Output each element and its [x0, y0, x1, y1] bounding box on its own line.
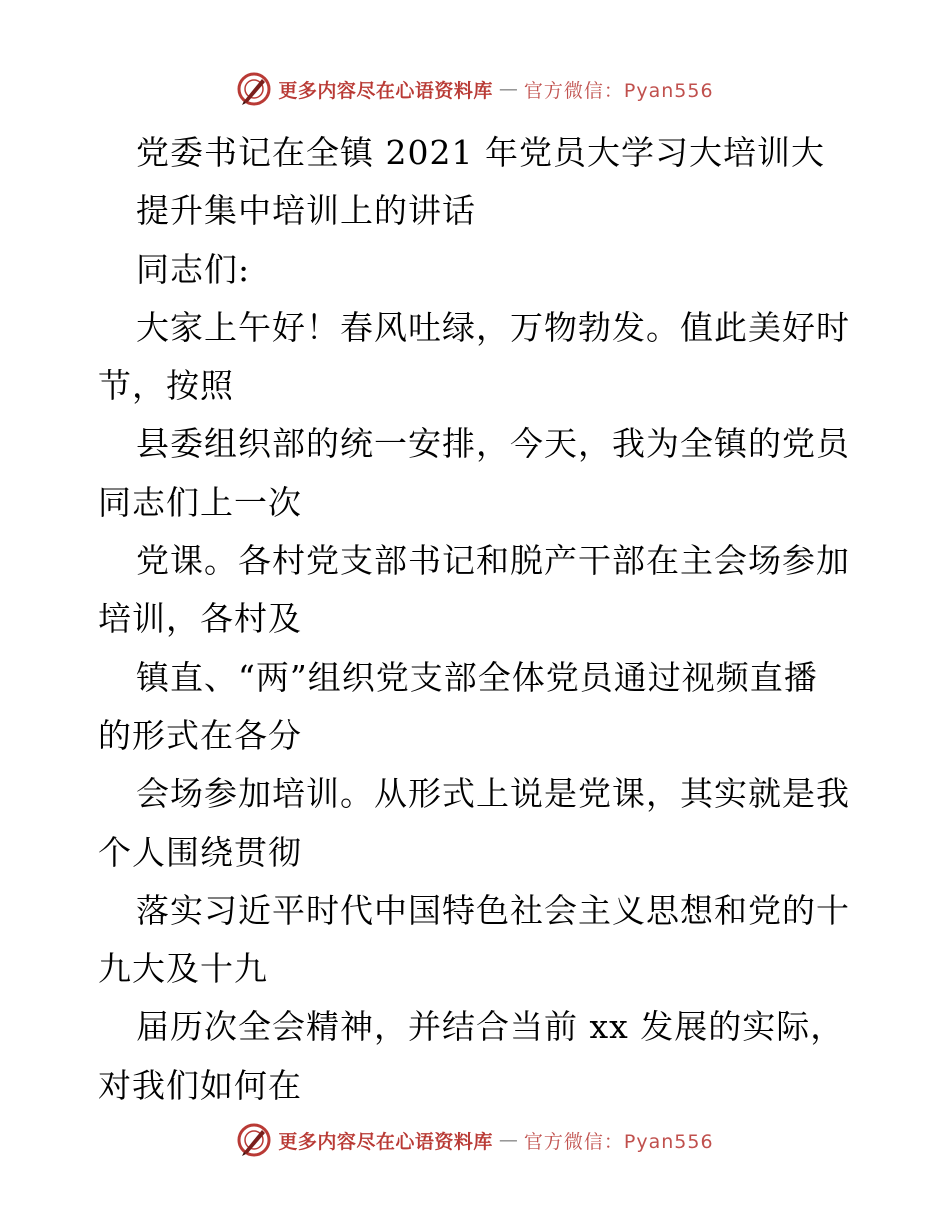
document-body [98, 124, 858, 1115]
text-line: 节，按照 [98, 366, 234, 406]
text-line: 会场参加培训。从形式上说是党课，其实就是我 [136, 774, 850, 814]
text-line: 县委组织部的统一安排，今天，我为全镇的党员 [136, 424, 850, 464]
text-line: 培训，各村及 [98, 599, 302, 639]
text-line: 届历次全会精神，并结合当前 xx 发展的实际， [136, 1007, 845, 1047]
text-line: 对我们如何在 [98, 1065, 302, 1105]
text-line: 镇直、“两”组织党支部全体党员通过视频直播 [136, 657, 818, 697]
banner-separator: — [498, 78, 518, 100]
text-line: 党课。各村党支部书记和脱产干部在主会场参加 [136, 541, 850, 581]
text-line: 同志们上一次 [98, 482, 302, 522]
footer-watermark-banner [0, 1118, 950, 1162]
text-line: 落实习近平时代中国特色社会主义思想和党的十 [136, 890, 850, 930]
text-line: 大家上午好！春风吐绿，万物勃发。值此美好时 [136, 307, 850, 347]
banner-brand-text: 更多内容尽在心语资料库 [278, 79, 493, 102]
text-line: 同志们: [136, 249, 251, 289]
text-line: 党委书记在全镇 2021 年党员大学习大培训大 [136, 133, 825, 172]
banner-separator: — [498, 1129, 518, 1151]
pen-seal-icon [236, 1122, 272, 1158]
text-line: 提升集中培训上的讲话 [136, 191, 476, 231]
header-watermark-banner [0, 67, 950, 111]
banner-brand-text: 更多内容尽在心语资料库 [278, 1130, 493, 1153]
text-line: 的形式在各分 [98, 715, 302, 755]
banner-wechat-text: 官方微信：Pyan556 [523, 79, 714, 102]
text-line: 个人围绕贯彻 [98, 832, 302, 872]
banner-wechat-text: 官方微信：Pyan556 [523, 1130, 714, 1153]
pen-seal-icon [236, 71, 272, 107]
text-line: 九大及十九 [98, 949, 268, 989]
